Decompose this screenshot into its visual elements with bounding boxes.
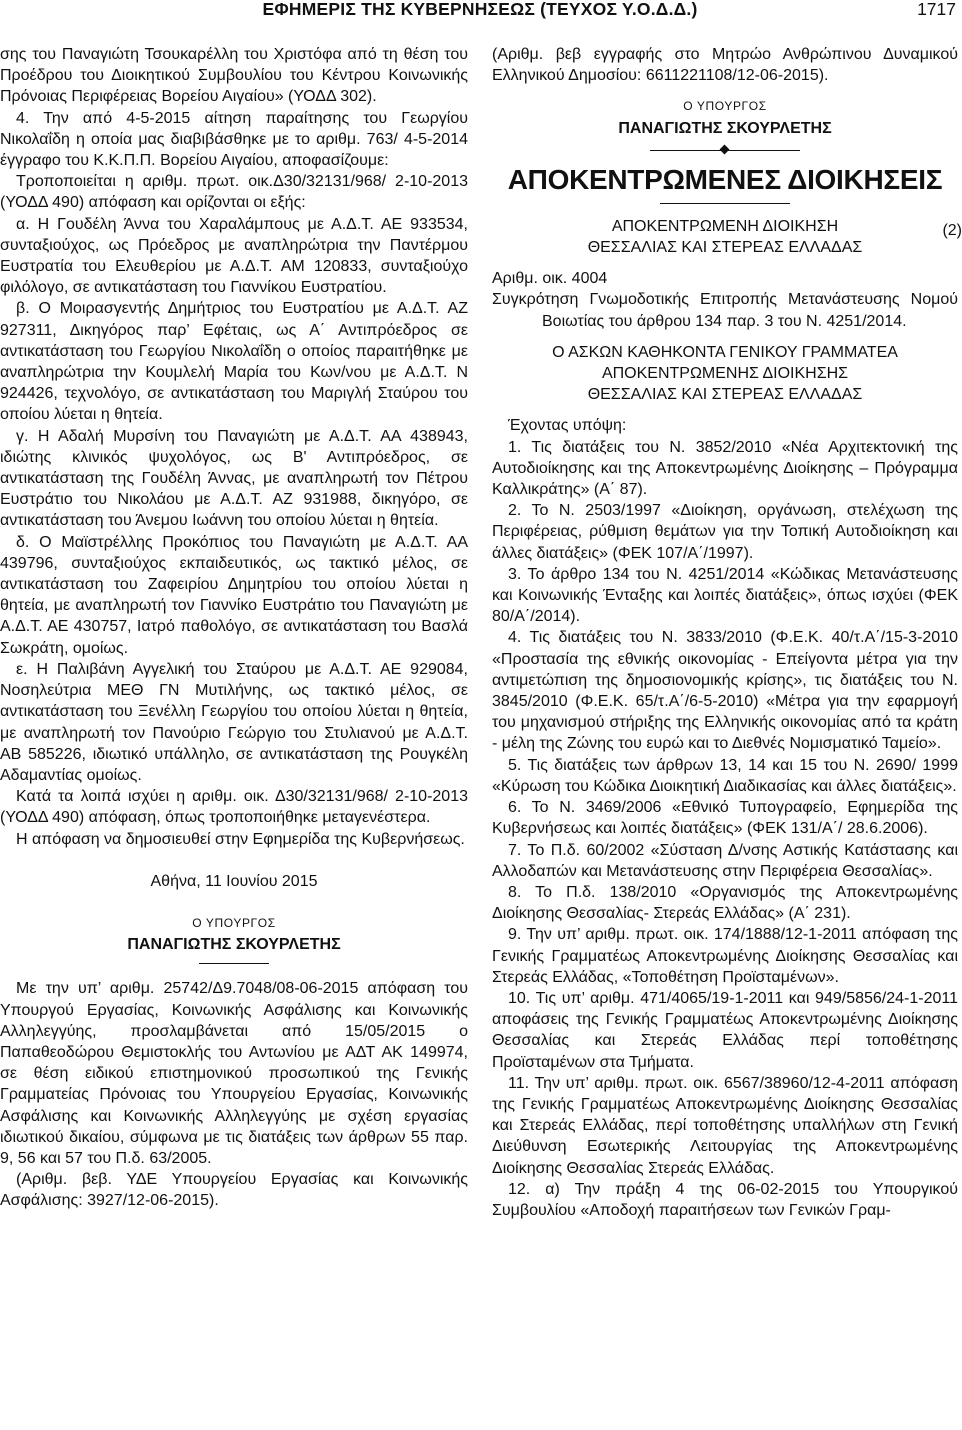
divider [199,963,269,964]
paragraph: σης του Παναγιώτη Τσουκαρέλλη του Χριστόφα από τη θέση του Προέδρου του Διοικητικού Συμβουλίου του Κέντρου Κοινωνικής Πρόνοιας Περιφέρειας Βορείου Αιγαίου» (ΥΟΔΔ 302). [0,46,468,106]
document-number: (2) [942,222,962,239]
paragraph: 4. Την από 4-5-2015 αίτηση παραίτησης του Γεωργίου Νικολαΐδη η οποία μας διαβιβάσθηκε με το αριθμ. 763/ 4-5-2014 έγγραφο του Κ.Κ.Π.Π. Βορείου Αιγαίου, αποφασίζουμε: [0,109,468,170]
list-item: 4. Τις διατάξεις του Ν. 3833/2010 (Φ.Ε.Κ. 40/τ.Α΄/15-3-2010 «Προστασία της εθνικής οικονομίας - Επείγοντα μέτρα για την αντιμετώπιση της δημοσιονομικής κρίσης», τις διατάξεις του Ν. 3845/2010 (Φ.Ε.Κ. 65/τ.Α΄/6-5-2010) «Μέτρα για την εφαρμογή του μηχανισμού στήριξης της Ελληνικής οικονομίας από τα κράτη - μέλη της Ζώνης του ευρώ και το Διεθνές Νομισματικό Ταμείο». [492,629,958,753]
minister-title: Ο ΥΠΟΥΡΓΟΣ [683,99,767,114]
list-item: 9. Την υπ’ αριθμ. πρωτ. οικ. 174/1888/12-1-2011 απόφαση της Γενικής Γραμματέως Αποκεντρωμένης Διοίκησης Θεσσαλίας και Στερεάς Ελλάδας, «Τοποθέτηση Προϊσταμένων». [492,926,958,986]
minister-name: ΠΑΝΑΓΙΩΤΗΣ ΣΚΟΥΡΛΕΤΗΣ [618,119,832,137]
decision-subject: Συγκρότηση Γνωμοδοτικής Επιτροπής Μετανάστευσης Νομού Βοιωτίας του άρθρου 134 παρ. 3 του Ν. 4251/2014. [492,291,958,330]
list-item: 1. Τις διατάξεις του Ν. 3852/2010 «Νέα Αρχιτεκτονική της Αυτοδιοίκησης και της Αποκεντρωμένης Διοίκησης – Πρόγραμμα Καλλικράτης» (Α΄ 87). [492,438,958,499]
paragraph: Κατά τα λοιπά ισχύει η αριθμ. οικ. Δ30/32131/968/ 2-10-2013 (ΥΟΔΔ 490) απόφαση, όπως τροποποιήθηκε μεταγενέστερα. [0,788,468,827]
list-item: 2. Το Ν. 2503/1997 «Διοίκηση, οργάνωση, στελέχωση της Περιφέρειας, ρύθμιση θεμάτων για την Τοπική Αυτοδιοίκηση και άλλες διατάξεις» (ΦΕΚ 107/Α΄/1997). [492,502,958,562]
list-item: 7. Το Π.δ. 60/2002 «Σύσταση Δ/νσης Αστικής Κατάστασης και Αλλοδαπών και Μετανάστευσης στην Περιφέρεια Θεσσαλίας». [492,841,958,880]
list-item: 8. Το Π.δ. 138/2010 «Οργανισμός της Αποκεντρωμένης Διοίκησης Θεσσαλίας- Στερεάς Ελλάδας» (Α΄ 231). [492,883,958,923]
list-item: 5. Τις διατάξεις των άρθρων 13, 14 και 15 του Ν. 2690/ 1999 «Κύρωση του Κώδικα Διοικητική Διαδικασίας και άλλες διατάξεις». [492,756,958,795]
left-column [0,44,468,1212]
page-number: 1717 [917,0,956,19]
paragraph: β. Ο Μοιρασγεντής Δημήτριος του Ευστρατίου με Α.Δ.Τ. ΑΖ 927311, Δικηγόρος παρ’ Εφέταις, ως Α΄ Αντιπρόεδρος σε αντικατάσταση του Γεωργίου Νικολαΐδη ο οποίος παραιτήθηκε με αναπληρώτρια την Κουμλελή Μαρία του Κων/νου με Α.Δ.Τ. Ν 924426, τεχνολόγο, σε αντικατάσταση του Μαριγλή Σταύρου του οποίου λύεται η θητεία. [0,300,468,424]
paragraph: (Αριθμ. βεβ εγγραφής στο Μητρώο Ανθρώπινου Δυναμικού Ελληνικού Δημοσίου: 6611221108/12-06-2015). [492,46,958,85]
paragraph: Η απόφαση να δημοσιευθεί στην Εφημερίδα της Κυβερνήσεως. [16,830,465,848]
reference-number: Αριθμ. οικ. 4004 [492,270,608,288]
list-item: 3. Το άρθρο 134 του Ν. 4251/2014 «Κώδικας Μετανάστευσης και Κοινωνικής Ένταξης και λοιπές διατάξεις», όπως ισχύει (ΦΕΚ 80/Α΄/2014). [492,565,958,626]
list-item: 10. Τις υπ’ αριθμ. 471/4065/19-1-2011 και 949/5856/24-1-2011 αποφάσεις της Γενικής Γραμματέως Αποκεντρωμένης Διοίκησης Θεσσαλίας και Στερεάς Ελλάδας περί τοποθέτησης Προϊσταμένων στα Τμήματα. [492,989,958,1071]
paragraph: ε. Η Παλιβάνη Αγγελική του Σταύρου με Α.Δ.Τ. ΑΕ 929084, Νοσηλεύτρια ΜΕΘ ΓΝ Μυτιλήνης, ως τακτικό μέλος, σε αντικατάσταση του Ξενέλλη Γεωργίου του οποίου λύεται η θητεία, με αναπληρωτή τον Πανούριο Γεώργιο του Στυλιανού με Α.Δ.Τ. ΑΒ 585226, ιδιωτικό υπάλληλο, σε αντικατάσταση της Ρουγκέλη Αδαμαντίας ομοίως. [0,660,468,784]
issuer-line: ΘΕΣΣΑΛΙΑΣ ΚΑΙ ΣΤΕΡΕΑΣ ΕΛΛΑΔΑΣ [587,386,863,404]
issuer-line: Ο ΑΣΚΩΝ ΚΑΘΗΚΟΝΤΑ ΓΕΝΙΚΟΥ ΓΡΑΜΜΑΤΕΑ [552,343,898,361]
list-item: 6. Το Ν. 3469/2006 «Εθνικό Τυπογραφείο, Εφημερίδα της Κυβερνήσεως και λοιπές διατάξεις» (ΦΕΚ 131/Α΄/ 28.6.2006). [492,799,958,838]
paragraph: γ. Η Αδαλή Μυρσίνη του Παναγιώτη με Α.Δ.Τ. ΑΑ 438943, ιδιώτης κλινικός ψυχολόγος, ως Β' Αντιπρόεδρος, σε αντικατάσταση της Γουδέλη Άννας, με αναπληρωτή τον Πέτρου Ευστράτιο του Νικολάου με Α.Δ.Τ. ΑΖ 931988, δικηγόρο, σε αντικατάσταση του Άνεμου Ιωάννη του οποίου λύεται η θητεία. [0,427,468,530]
page-header [0,0,960,24]
issuer-line: ΑΠΟΚΕΝΤΡΩΜΕΝΗΣ ΔΙΟΙΚΗΣΗΣ [601,365,849,383]
paragraph: Με την υπ’ αριθμ. 25742/Δ9.7048/08-06-2015 απόφαση του Υπουργού Εργασίας, Κοινωνικής Ασφάλισης και Κοινωνικής Αλληλεγγύης, προσλαμβάνεται από 15/05/2015 ο Παπαθεοδώρου Θεμιστοκλής του Αντωνίου με ΑΔΤ ΑΚ 149974, σε θέση ειδικού επιστημονικού προσωπικού της Γενικής Γραμματείας Πρόνοιας του Υπουργείου Εργασίας, Κοινωνικής Ασφάλισης και Κοινωνικής Αλληλεγγύης με σχέση εργασίας ιδιωτικού δικαίου, σύμφωνα με τις διατάξεις των άρθρων 55 παρ. 9, 56 και 57 του Π.δ. 63/2005. [0,980,468,1167]
divider [660,203,790,204]
authority-line: ΑΠΟΚΕΝΤΡΩΜΕΝΗ ΔΙΟΙΚΗΣΗ [611,217,839,235]
gazette-title: ΕΦΗΜΕΡΙΣ ΤΗΣ ΚΥΒΕΡΝΗΣΕΩΣ (ΤΕΥΧΟΣ Υ.Ο.Δ.Δ.) [262,0,698,19]
right-column [492,44,958,1221]
paragraph: δ. Ο Μαϊστρέλλης Προκόπιος του Παναγιώτη με Α.Δ.Τ. ΑΑ 439796, συνταξιούχος εκπαιδευτικός, ως τακτικό μέλος, σε αντικατάσταση του Ζαφειρίου Δημητρίου του οποίου λύεται η θητεία, με αναπληρωτή τον Γιαννίκο Ευστράτιο του Παναγιώτη με Α.Δ.Τ. ΑΕ 430757, Ιατρό παθολόγο, σε αντικατάσταση του Βασλά Σωκράτη, ομοίως. [0,533,468,657]
paragraph: Τροποποιείται η αριθμ. πρωτ. οικ.Δ30/32131/968/ 2-10-2013 (ΥΟΔΔ 490) απόφαση και ορίζονται οι εξής: [0,173,468,212]
minister-name: ΠΑΝΑΓΙΩΤΗΣ ΣΚΟΥΡΛΕΤΗΣ [127,936,341,954]
section-title: ΑΠΟΚΕΝΤΡΩΜΕΝΕΣ ΔΙΟΙΚΗΣΕΙΣ [507,163,943,195]
minister-title: Ο ΥΠΟΥΡΓΟΣ [192,915,276,930]
place-date: Αθήνα, 11 Ιουνίου 2015 [150,872,318,890]
list-item: 11. Την υπ’ αριθμ. πρωτ. οικ. 6567/38960/12-4-2011 απόφαση της Γενικής Γραμματέως Αποκεντρωμένης Διοίκησης Θεσσαλίας και Στερεάς Ελλάδας, περί τοποθέτησης υπαλλήλων στη Γενική Διεύθυνση Εσωτερικής Λειτουργίας της Αποκεντρωμένης Διοίκησης Θεσσαλίας Στερεάς Ελλάδας. [492,1074,958,1177]
paragraph: α. Η Γουδέλη Άννα του Χαραλάμπους με Α.Δ.Τ. ΑΕ 933534, συνταξιούχος, ως Πρόεδρος με αναπληρώτρια την Παντέρμου Ευστρατία του Ελευθερίου με Α.Δ.Τ. ΑΜ 120833, συνταξιούχο φιλόλογο, σε αντικατάσταση του Γιαννίκου Ευστρατίου. [0,215,468,297]
list-item: 12. α) Την πράξη 4 της 06-02-2015 του Υπουργικού Συμβουλίου «Αποδοχή παραιτήσεων των Γενικών Γραμ- [492,1180,958,1219]
paragraph: (Αριθμ. βεβ. ΥΔΕ Υπουργείου Εργασίας και Κοινωνικής Ασφάλισης: 3927/12-06-2015). [0,1171,468,1210]
authority-line: ΘΕΣΣΑΛΙΑΣ ΚΑΙ ΣΤΕΡΕΑΣ ΕΛΛΑΔΑΣ [587,239,863,257]
section-separator [650,145,800,155]
having-regard: Έχοντας υπόψη: [508,417,627,435]
